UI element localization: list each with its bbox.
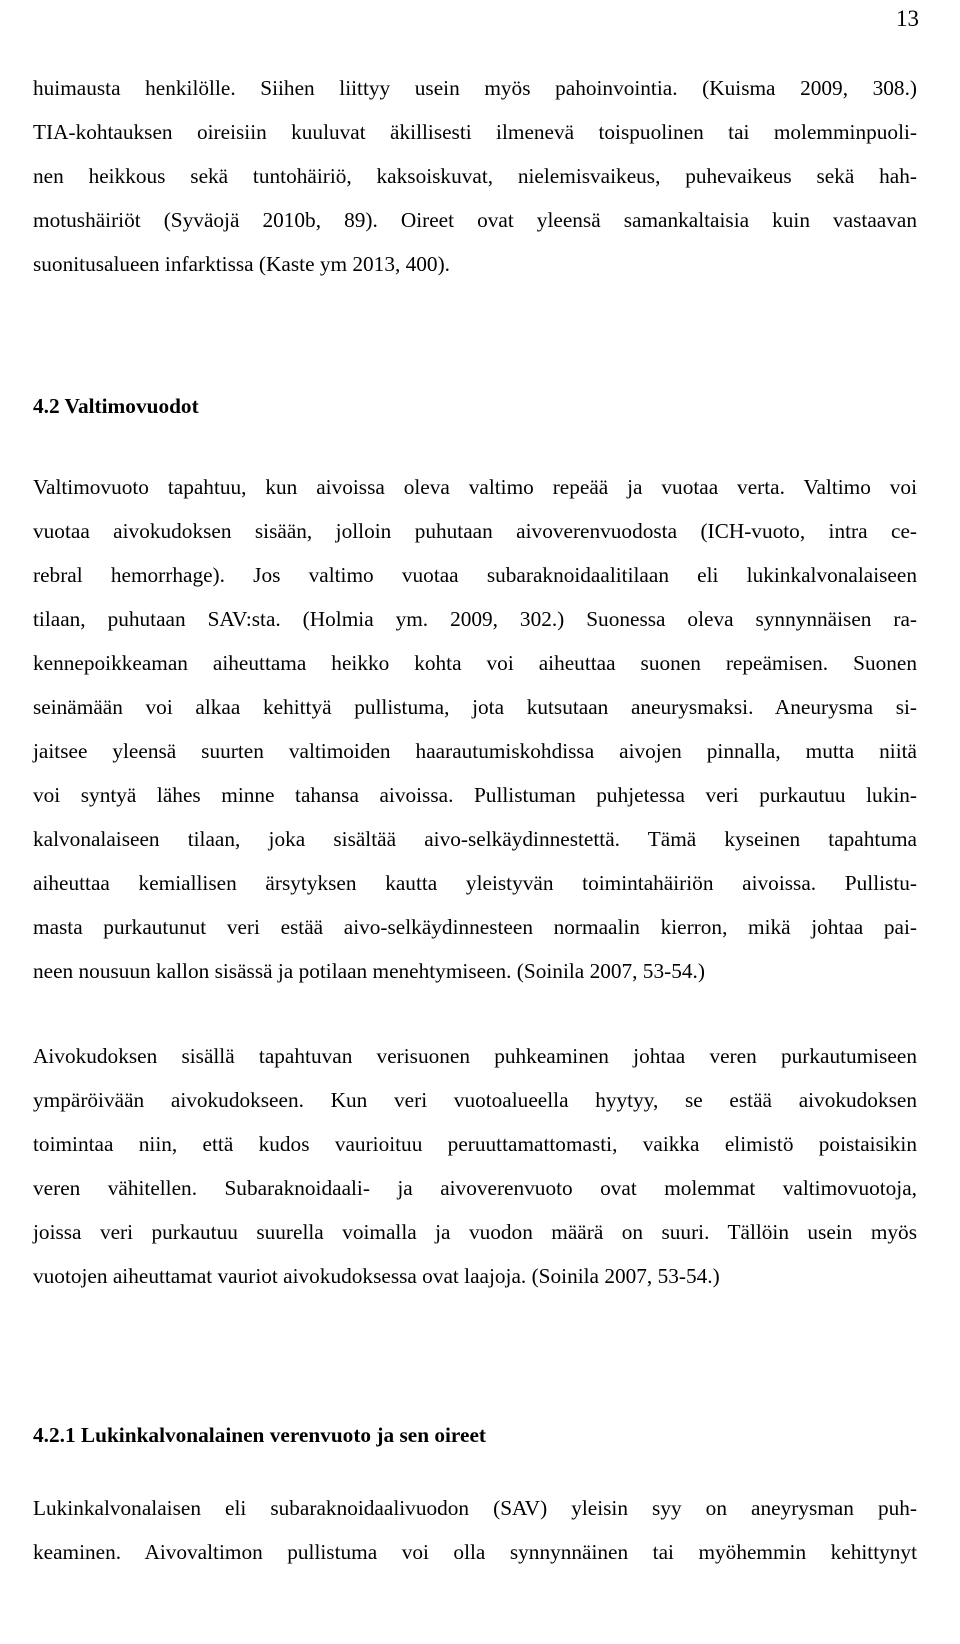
paragraph-intracerebral-bleeding xyxy=(33,1034,917,1298)
text-line: toimintaa niin, että kudos vaurioituu peruuttamattomasti, vaikka elimistö poistaisikin xyxy=(33,1132,917,1156)
text-line: nen heikkous sekä tuntohäiriö, kaksoiskuvat, nielemisvaikeus, puhevaikeus sekä hah- xyxy=(33,164,917,188)
text-line: voi syntyä lähes minne tahansa aivoissa. Pullistuman puhjetessa veri purkautuu lukin- xyxy=(33,783,917,807)
page-number: 13 xyxy=(896,6,919,31)
paragraph-arterial-bleeding xyxy=(33,465,917,993)
text-line: Aivokudoksen sisällä tapahtuvan verisuonen puhkeaminen johtaa veren purkautumiseen xyxy=(33,1044,917,1068)
paragraph-sav-causes xyxy=(33,1486,917,1574)
text-line: masta purkautunut veri estää aivo-selkäydinnesteen normaalin kierron, mikä johtaa pai- xyxy=(33,915,917,939)
text-line: TIA-kohtauksen oireisiin kuuluvat äkillisesti ilmenevä toispuolinen tai molemminpuoli- xyxy=(33,120,917,144)
text-line: aiheuttaa kemiallisen ärsytyksen kautta yleistyvän toimintahäiriön aivoissa. Pullistu- xyxy=(33,871,917,895)
text-line: jaitsee yleensä suurten valtimoiden haarautumiskohdissa aivojen pinnalla, mutta niitä xyxy=(33,739,917,763)
text-line: motushäiriöt (Syväojä 2010b, 89). Oireet ovat yleensä samankaltaisia kuin vastaavan xyxy=(33,208,917,232)
text-line: kennepoikkeaman aiheuttama heikko kohta voi aiheuttaa suonen repeämisen. Suonen xyxy=(33,651,917,675)
text-line: seinämään voi alkaa kehittyä pullistuma, jota kutsutaan aneurysmaksi. Aneurysma si- xyxy=(33,695,917,719)
text-line: joissa veri purkautuu suurella voimalla ja vuodon määrä on suuri. Tällöin usein myös xyxy=(33,1220,917,1244)
text-line: vuotojen aiheuttamat vauriot aivokudoksessa ovat laajoja. (Soinila 2007, 53-54.) xyxy=(33,1264,720,1288)
text-line: suonitusalueen infarktissa (Kaste ym 2013, 400). xyxy=(33,252,450,276)
text-line: rebral hemorrhage). Jos valtimo vuotaa subaraknoidaalitilaan eli lukinkalvonalaiseen xyxy=(33,563,917,587)
text-line: vuotaa aivokudoksen sisään, jolloin puhutaan aivoverenvuodosta (ICH-vuoto, intra ce- xyxy=(33,519,917,543)
paragraph-tia-symptoms xyxy=(33,66,917,286)
text-line: tilaan, puhutaan SAV:sta. (Holmia ym. 2009, 302.) Suonessa oleva synnynnäisen ra- xyxy=(33,607,917,631)
text-line: keaminen. Aivovaltimon pullistuma voi olla synnynnäinen tai myöhemmin kehittynyt xyxy=(33,1540,917,1564)
text-line: kalvonalaiseen tilaan, joka sisältää aivo-selkäydinnestettä. Tämä kyseinen tapahtuma xyxy=(33,827,917,851)
text-line: neen nousuun kallon sisässä ja potilaan menehtymiseen. (Soinila 2007, 53-54.) xyxy=(33,959,705,983)
text-line: Lukinkalvonalaisen eli subaraknoidaalivuodon (SAV) yleisin syy on aneyrysman puh- xyxy=(33,1496,917,1520)
text-line: ympäröivään aivokudokseen. Kun veri vuotoalueella hyytyy, se estää aivokudoksen xyxy=(33,1088,917,1112)
text-line: huimausta henkilölle. Siihen liittyy usein myös pahoinvointia. (Kuisma 2009, 308.) xyxy=(33,76,917,100)
text-line: Valtimovuoto tapahtuu, kun aivoissa oleva valtimo repeää ja vuotaa verta. Valtimo voi xyxy=(33,475,917,499)
text-line: veren vähitellen. Subaraknoidaali- ja aivoverenvuoto ovat molemmat valtimovuotoja, xyxy=(33,1176,917,1200)
section-heading-4-2-1: 4.2.1 Lukinkalvonalainen verenvuoto ja sen oireet xyxy=(33,1423,486,1447)
section-heading-4-2: 4.2 Valtimovuodot xyxy=(33,394,199,418)
